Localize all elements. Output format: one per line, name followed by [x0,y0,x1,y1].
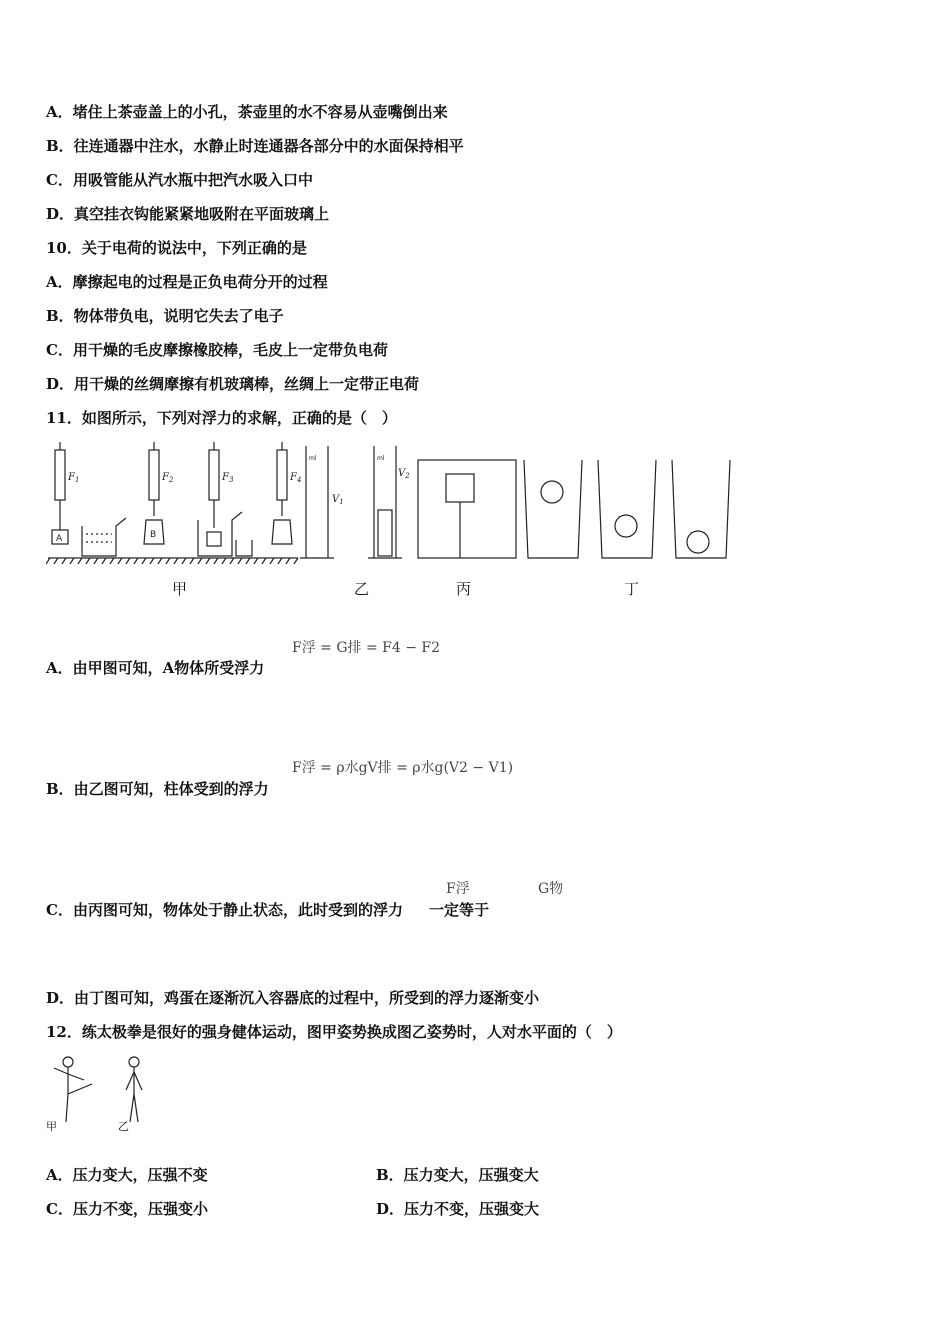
q12-figure [44,1054,156,1130]
q11-option-d: D．由丁图可知，鸡蛋在逐渐沉入容器底的过程中，所受到的浮力逐渐变小 [46,989,540,1007]
q11-option-c [46,900,489,920]
q11-option-b: B．由乙图可知，柱体受到的浮力 [46,780,269,798]
q9-option-b: B．往连通器中注水，水静止时连通器各部分中的水面保持相平 [46,137,464,155]
label-f2: $F_2$ [162,472,174,484]
label-f3: $F_3$ [222,472,234,484]
q10-option-b: B．物体带负电，说明它失去了电子 [46,307,284,325]
q12-stem: 12．练太极拳是很好的强身健体运动，图甲姿势换成图乙姿势时，人对水平面的（ ） [46,1023,622,1041]
label-v2: $V_2$ [398,468,410,480]
q12-fig-caption-jia: 甲 [46,1120,57,1133]
label-f4: $F_4$ [290,472,302,484]
fig-caption-yi: 乙 [354,580,370,598]
q11-option-b-formula: F浮 = ρ水gV排 = ρ水g(V2 − V1) [292,760,514,776]
q11-stem: 11．如图所示，下列对浮力的求解，正确的是（ ） [46,409,397,427]
q11-option-c-f1: F浮 [446,881,470,897]
q9-option-d: D．真空挂衣钩能紧紧地吸附在平面玻璃上 [46,205,330,223]
q11-option-a: A．由甲图可知，A物体所受浮力 [46,659,265,677]
q11-option-c-f2: G物 [538,881,564,897]
q10-option-d: D．用干燥的丝绸摩擦有机玻璃棒，丝绸上一定带正电荷 [46,375,420,393]
label-f1: $F_1$ [68,472,80,484]
fig-caption-bing: 丙 [456,580,472,598]
label-a: A [56,534,63,544]
fig-caption-ding: 丁 [624,580,640,598]
q12-option-c: C．压力不变，压强变小 [46,1200,208,1218]
q9-option-c: C．用吸管能从汽水瓶中把汽水吸入口中 [46,171,313,189]
q10-option-a: A．摩擦起电的过程是正负电荷分开的过程 [46,273,328,291]
q10-option-c: C．用干燥的毛皮摩擦橡胶棒，毛皮上一定带负电荷 [46,341,388,359]
fig-caption-jia: 甲 [172,580,188,598]
q11-figure [46,440,736,570]
label-b: B [150,530,157,540]
label-ml-2: ml [377,455,385,462]
label-v1: $V_1$ [332,494,344,506]
label-ml-1: ml [309,455,317,462]
q11-option-c-mid: 一定等于 [428,901,489,919]
q12-option-d: D．压力不变，压强变大 [376,1200,540,1218]
q12-fig-caption-yi: 乙 [118,1120,129,1133]
q11-option-c-text: C．由丙图可知，物体处于静止状态，此时受到的浮力 [46,901,403,919]
q11-option-a-formula: F浮 = G排 = F4 − F2 [292,640,441,656]
q12-option-b: B．压力变大，压强变大 [376,1166,539,1184]
q10-stem: 10．关于电荷的说法中，下列正确的是 [46,239,307,257]
q12-option-a: A．压力变大，压强不变 [46,1166,208,1184]
q9-option-a: A．堵住上茶壶盖上的小孔，茶壶里的水不容易从壶嘴倒出来 [46,103,448,121]
